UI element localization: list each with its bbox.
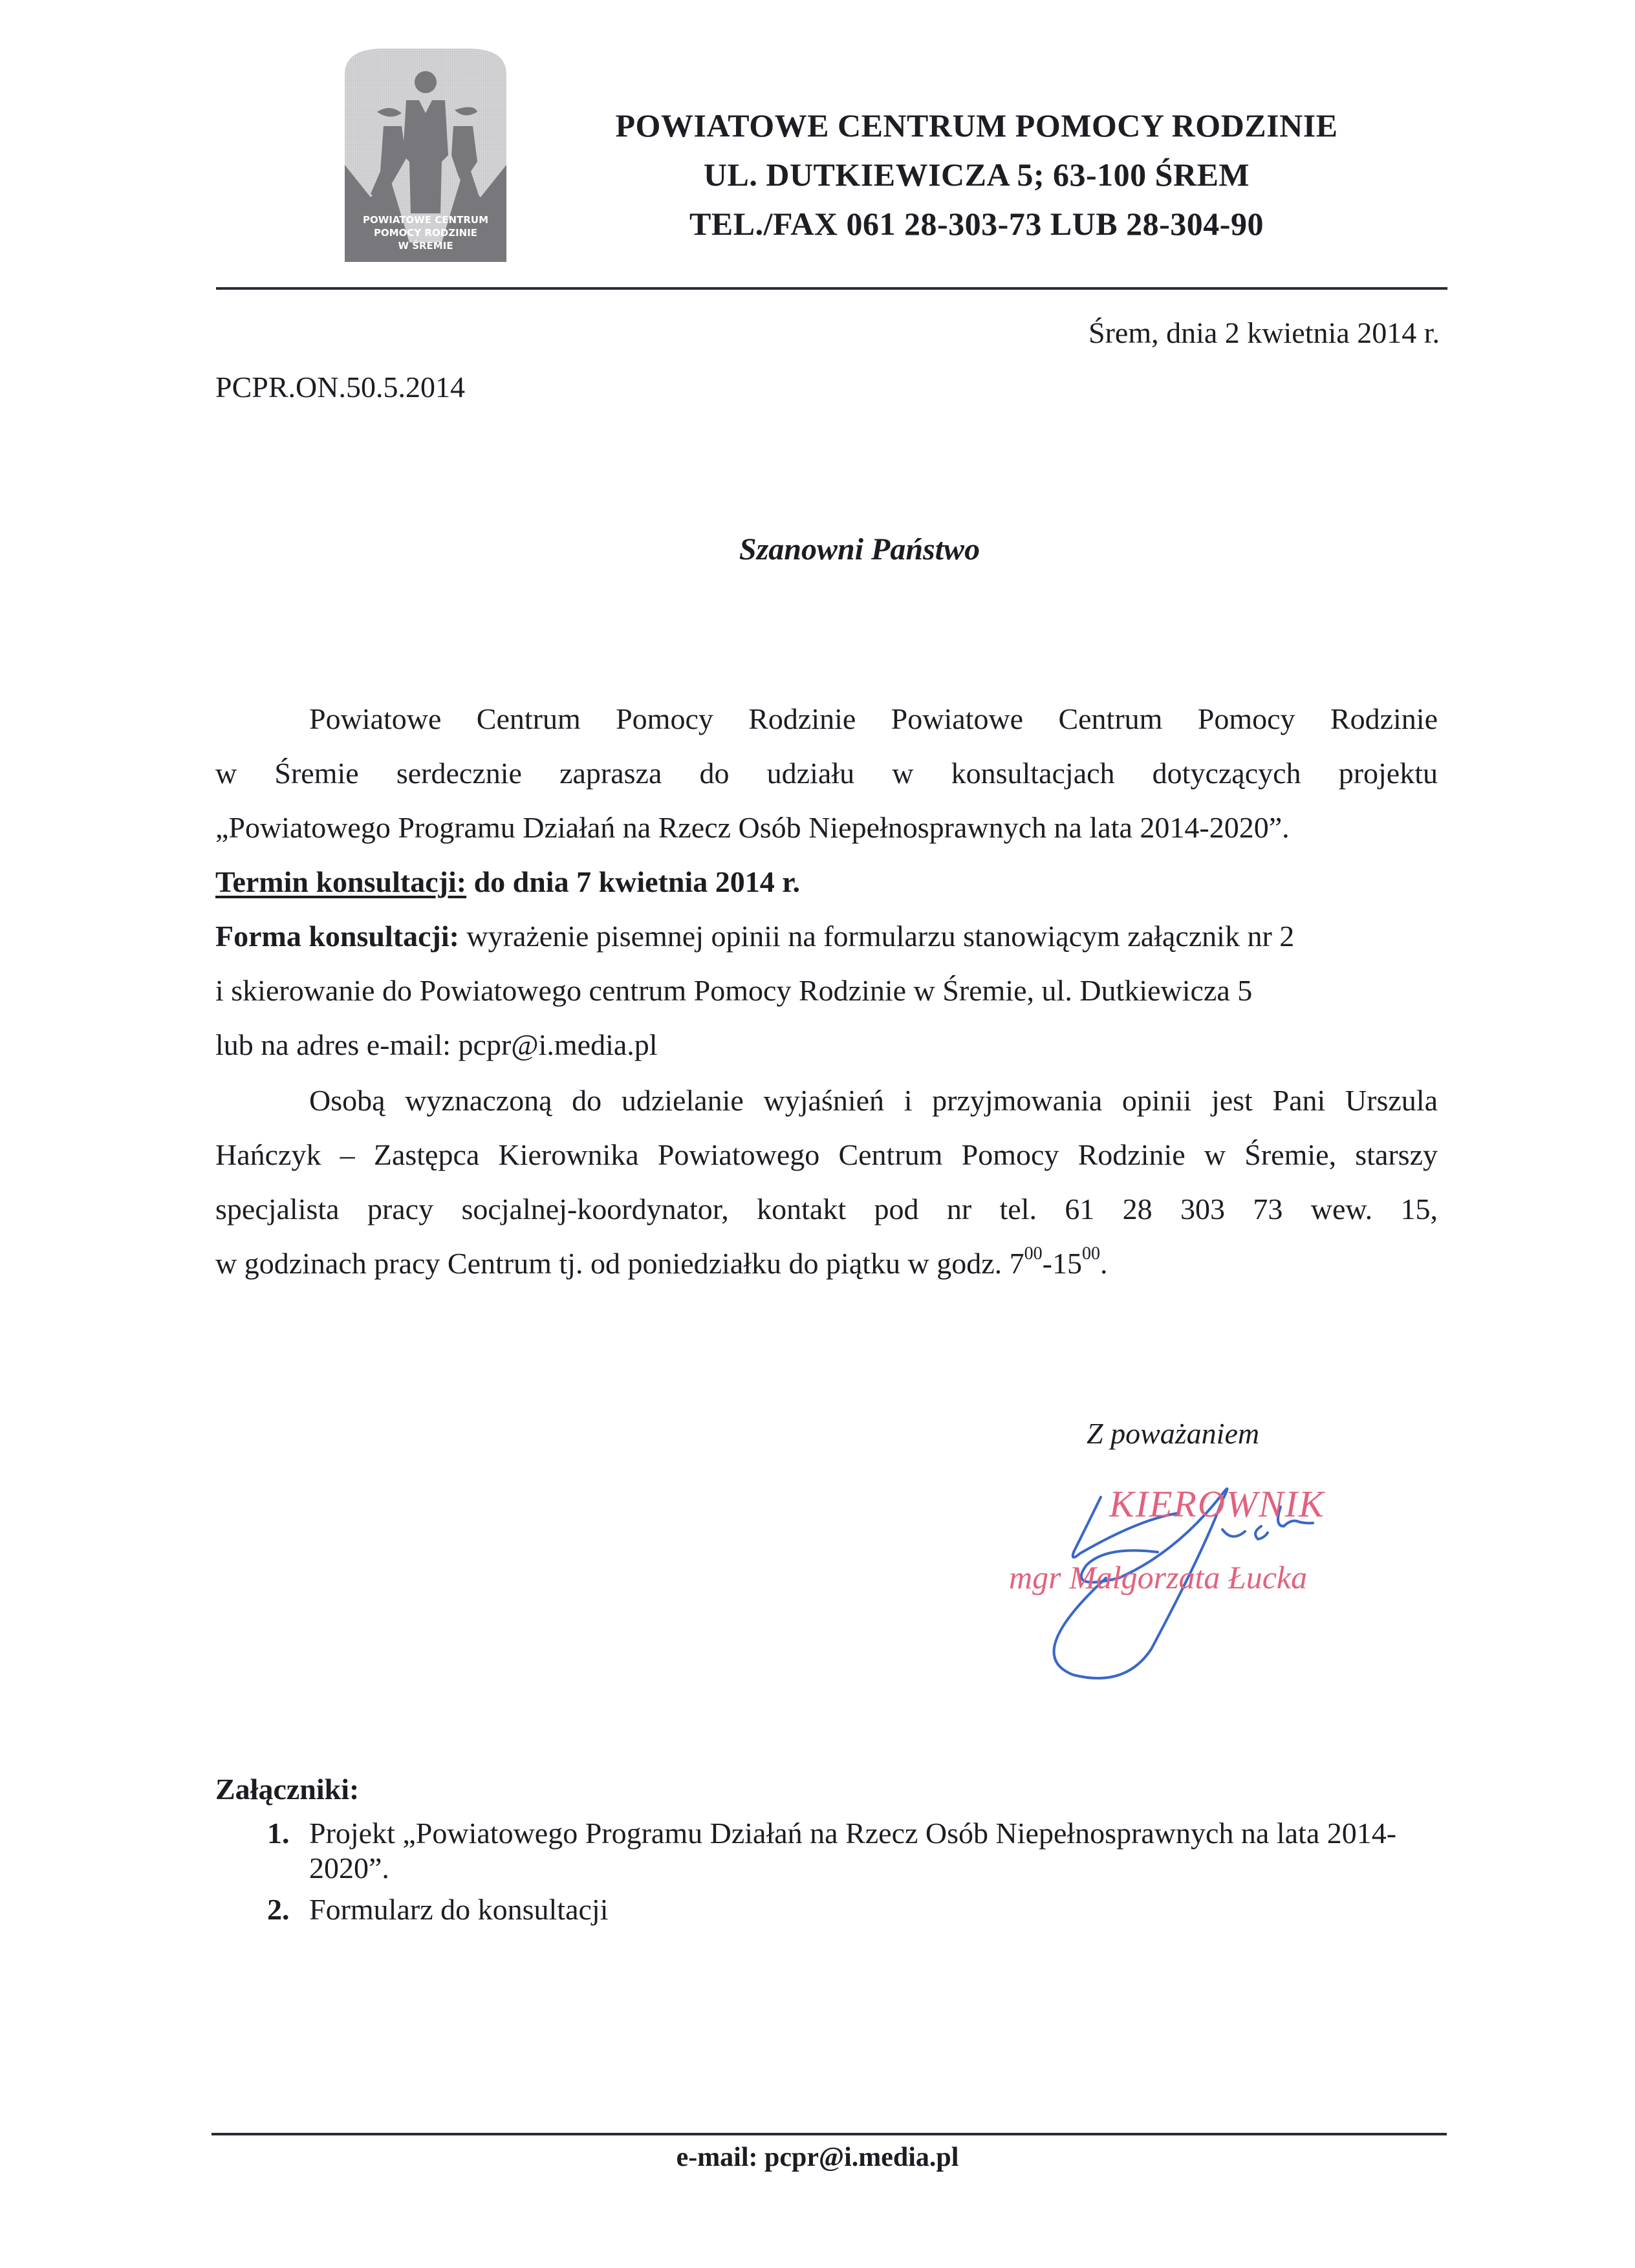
consultation-email-line: lub na adres e-mail: pcpr@i.media.pl [215,1028,658,1061]
hour-start: 7 [1009,1247,1024,1280]
reference-number: PCPR.ON.50.5.2014 [215,371,465,404]
intro-line: w Śremie serdecznie zaprasza do udziału w konsultacjach dotyczących projektu [215,757,1438,790]
letterhead-address: UL. DUTKIEWICZA 5; 63-100 ŚREM [703,157,1250,193]
consultation-form-line: i skierowanie do Powiatowego centrum Pomocy Rodzinie w Śremie, ul. Dutkiewicza 5 [215,974,1253,1007]
stamp-name: mgr Małgorzata Łucka [1009,1559,1308,1595]
letterhead-phone-fax: TEL./FAX 061 28-303-73 LUB 28-304-90 [689,206,1264,242]
intro-line: Powiatowe Centrum Pomocy Rodzinie Powiatowe Centrum Pomocy Rodzinie [309,702,1438,735]
attachments-title: Załączniki: [215,1773,360,1806]
stamp-title: KIEROWNIK [1109,1483,1325,1525]
contact-line: Osobą wyznaczoną do udzielanie wyjaśnień i przyjmowania opinii jest Pani Urszula [309,1084,1438,1117]
stamp-and-signature [1009,1481,1410,1688]
consultation-form [215,909,1438,964]
form-label: Forma konsultacji: [215,920,459,953]
attachment-item: 2. Formularz do konsultacji [267,1893,609,1926]
salutation: Szanowni Państwo [739,532,980,567]
letterhead-organization-name: POWIATOWE CENTRUM POMOCY RODZINIE [615,107,1338,144]
office-hours-line: w godzinach pracy Centrum tj. od poniedziałku do piątku w godz. $7^{00}-15^{00}$. [215,1244,1108,1280]
svg-text:POMOCY RODZINIE: POMOCY RODZINIE [373,227,478,239]
intro-line: „Powiatowego Programu Działań na Rzecz Osób Niepełnosprawnych na lata 2014-2020”. [215,811,1290,844]
form-text: wyrażenie pisemnej opinii na formularzu stanowiącym załącznik nr 2 [459,920,1295,953]
svg-text:W ŚREMIE: W ŚREMIE [398,240,453,252]
header-divider [216,287,1447,290]
closing-phrase: Z poważaniem [1087,1417,1260,1450]
consultation-term [215,855,1438,909]
contact-line: Hańczyk – Zastępca Kierownika Powiatowego Centrum Pomocy Rodzinie w Śremie, starszy [215,1138,1438,1171]
term-value: do dnia 7 kwietnia 2014 r. [466,865,800,898]
intro-paragraph [215,692,1438,855]
hour-end: 15 [1052,1247,1082,1280]
place-and-date: Śrem, dnia 2 kwietnia 2014 r. [1088,316,1440,349]
contact-line: specjalista pracy socjalnej-koordynator, kontakt pod nr tel. 61 28 303 73 wew. 15, [215,1193,1438,1226]
footer-email: e-mail: pcpr@i.media.pl [676,2143,959,2172]
contact-paragraph [215,1074,1438,1291]
family-figures-logo-icon [345,49,506,262]
organization-logo [345,49,506,262]
svg-text:POWIATOWE CENTRUM: POWIATOWE CENTRUM [362,214,489,226]
term-label: Termin konsultacji: [215,865,467,898]
footer-divider [211,2133,1447,2135]
consultation-details [215,855,1438,1072]
attachments-list [215,1816,1438,1930]
attachment-item: 1. Projekt „Powiatowego Programu Działań na Rzecz Osób Niepełnosprawnych na lata 2014-2020”. [267,1817,1397,1885]
